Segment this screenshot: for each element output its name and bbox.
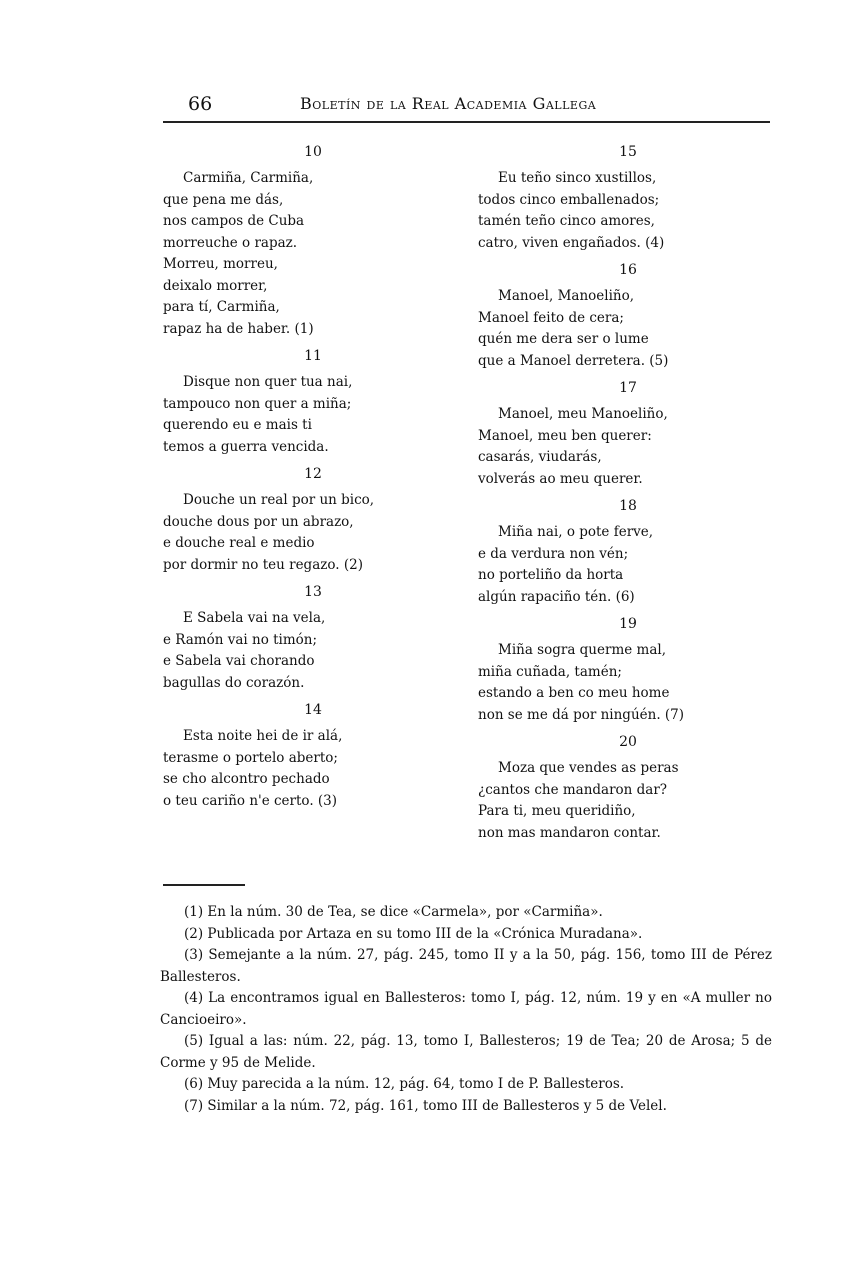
poem-line: todos cinco emballenados; — [478, 191, 660, 208]
poem-line: que pena me dás, — [163, 191, 284, 208]
poem-number: 13 — [304, 584, 322, 600]
poem-line: e Sabela vai chorando — [163, 653, 315, 669]
poem-line: estando a ben co meu home — [478, 685, 670, 701]
header-rule — [163, 121, 770, 123]
poem-line: Esta noite hei de ir alá, — [183, 728, 343, 744]
poem-line: ¿cantos che mandaron dar? — [478, 781, 668, 798]
poem-line: algún rapaciño tén. (6) — [478, 588, 635, 605]
poem — [163, 608, 463, 694]
poem-line: casarás, viudarás, — [478, 449, 602, 465]
poem-line: Manoel, meu ben querer: — [478, 427, 652, 444]
poem-line: E Sabela vai na vela, — [183, 610, 326, 626]
footnote: (2) Publicada por Artaza en su tomo III de la «Crónica Muradana». — [184, 925, 643, 942]
poem-line: no porteliño da horta — [478, 567, 624, 583]
footnote: (4) La encontramos igual en Ballesteros: tomo I, pág. 12, núm. 19 y en «A muller no Cancioeiro». — [160, 990, 772, 1028]
poem-number: 18 — [619, 498, 637, 514]
poem — [163, 168, 463, 340]
poem — [163, 726, 463, 812]
poem-number: 16 — [619, 262, 637, 278]
poem-number: 10 — [304, 144, 322, 160]
poem-number: 15 — [619, 144, 637, 160]
poem-line: Eu teño sinco xustillos, — [498, 170, 657, 186]
poem-line: douche dous por un abrazo, — [163, 513, 354, 530]
poem-number: 17 — [619, 380, 637, 396]
poem-line: Douche un real por un bico, — [183, 492, 375, 508]
poem-line: e Ramón vai no timón; — [163, 631, 318, 648]
poem-line: terasme o portelo aberto; — [163, 749, 338, 766]
left-column — [163, 142, 463, 818]
poem-line: Morreu, morreu, — [163, 256, 278, 272]
poem-line: deixalo morrer, — [163, 277, 268, 294]
footnote: (1) En la núm. 30 de Tea, se dice «Carmela», por «Carmiña». — [184, 904, 603, 920]
poem-line: tamén teño cinco amores, — [478, 213, 655, 229]
poem-line: nos campos de Cuba — [163, 213, 305, 229]
poem-line: para tí, Carmiña, — [163, 299, 280, 315]
poem-line: Miña nai, o pote ferve, — [498, 524, 654, 540]
poem-line: Manoel, meu Manoeliño, — [498, 406, 668, 422]
footnote: (3) Semejante a la núm. 27, pág. 245, tomo II y a la 50, pág. 156, tomo III de Pérez Ballesteros. — [160, 947, 772, 985]
poem-line: miña cuñada, tamén; — [478, 663, 622, 680]
poem-number: 11 — [304, 348, 322, 364]
poem-line: rapaz ha de haber. (1) — [163, 320, 314, 337]
footnote: (5) Igual a las: núm. 22, pág. 13, tomo I, Ballesteros; 19 de Tea; 20 de Arosa; 5 de Corme y 95 de Melide. — [160, 1033, 772, 1071]
right-column — [478, 142, 778, 850]
poem-line: o teu cariño n'e certo. (3) — [163, 792, 338, 809]
poem-number: 19 — [619, 616, 637, 632]
running-head: Boletín de la Real Academia Gallega — [300, 94, 597, 113]
poem — [163, 372, 463, 458]
footnote: (7) Similar a la núm. 72, pág. 161, tomo III de Ballesteros y 5 de Velel. — [184, 1097, 667, 1114]
poem-line: que a Manoel derretera. (5) — [478, 352, 669, 369]
poem-line: querendo eu e mais ti — [163, 417, 312, 433]
poem-line: morreuche o rapaz. — [163, 234, 298, 251]
poem-line: quén me dera ser o lume — [478, 331, 649, 347]
poem-line: Disque non quer tua nai, — [183, 374, 353, 390]
poem — [163, 490, 463, 576]
poem-line: non se me dá por ningúén. (7) — [478, 706, 685, 723]
poem-line: e da verdura non vén; — [478, 545, 629, 562]
poem-line: Para ti, meu queridiño, — [478, 803, 636, 819]
poem-line: non mas mandaron contar. — [478, 824, 661, 841]
poem-line: Manoel, Manoeliño, — [498, 288, 635, 304]
poem-line: se cho alcontro pechado — [163, 771, 330, 787]
poem-line: Manoel feito de cera; — [478, 309, 624, 326]
poem — [478, 640, 778, 726]
poem-number: 12 — [304, 466, 322, 482]
poem-line: Carmiña, Carmiña, — [183, 170, 314, 186]
poem-line: Moza que vendes as peras — [498, 760, 679, 776]
poem-line: tampouco non quer a miña; — [163, 395, 352, 412]
poem-line: catro, viven engañados. (4) — [478, 234, 665, 251]
poem — [478, 522, 778, 608]
poem-line: Miña sogra querme mal, — [498, 642, 666, 658]
footnotes — [160, 902, 772, 1117]
poem-line: e douche real e medio — [163, 535, 315, 551]
poem — [478, 758, 778, 844]
poem-line: bagullas do corazón. — [163, 674, 305, 691]
poem-number: 14 — [304, 702, 322, 718]
poem-line: volverás ao meu querer. — [478, 470, 643, 487]
poem — [478, 286, 778, 372]
page-number: 66 — [188, 93, 213, 115]
poem — [478, 404, 778, 490]
poem-number: 20 — [619, 734, 637, 750]
footnote: (6) Muy parecida a la núm. 12, pág. 64, tomo I de P. Ballesteros. — [184, 1076, 625, 1092]
footnote-rule — [163, 884, 245, 886]
poem-line: temos a guerra vencida. — [163, 438, 329, 455]
poem-line: por dormir no teu regazo. (2) — [163, 556, 363, 573]
poem — [478, 168, 778, 254]
